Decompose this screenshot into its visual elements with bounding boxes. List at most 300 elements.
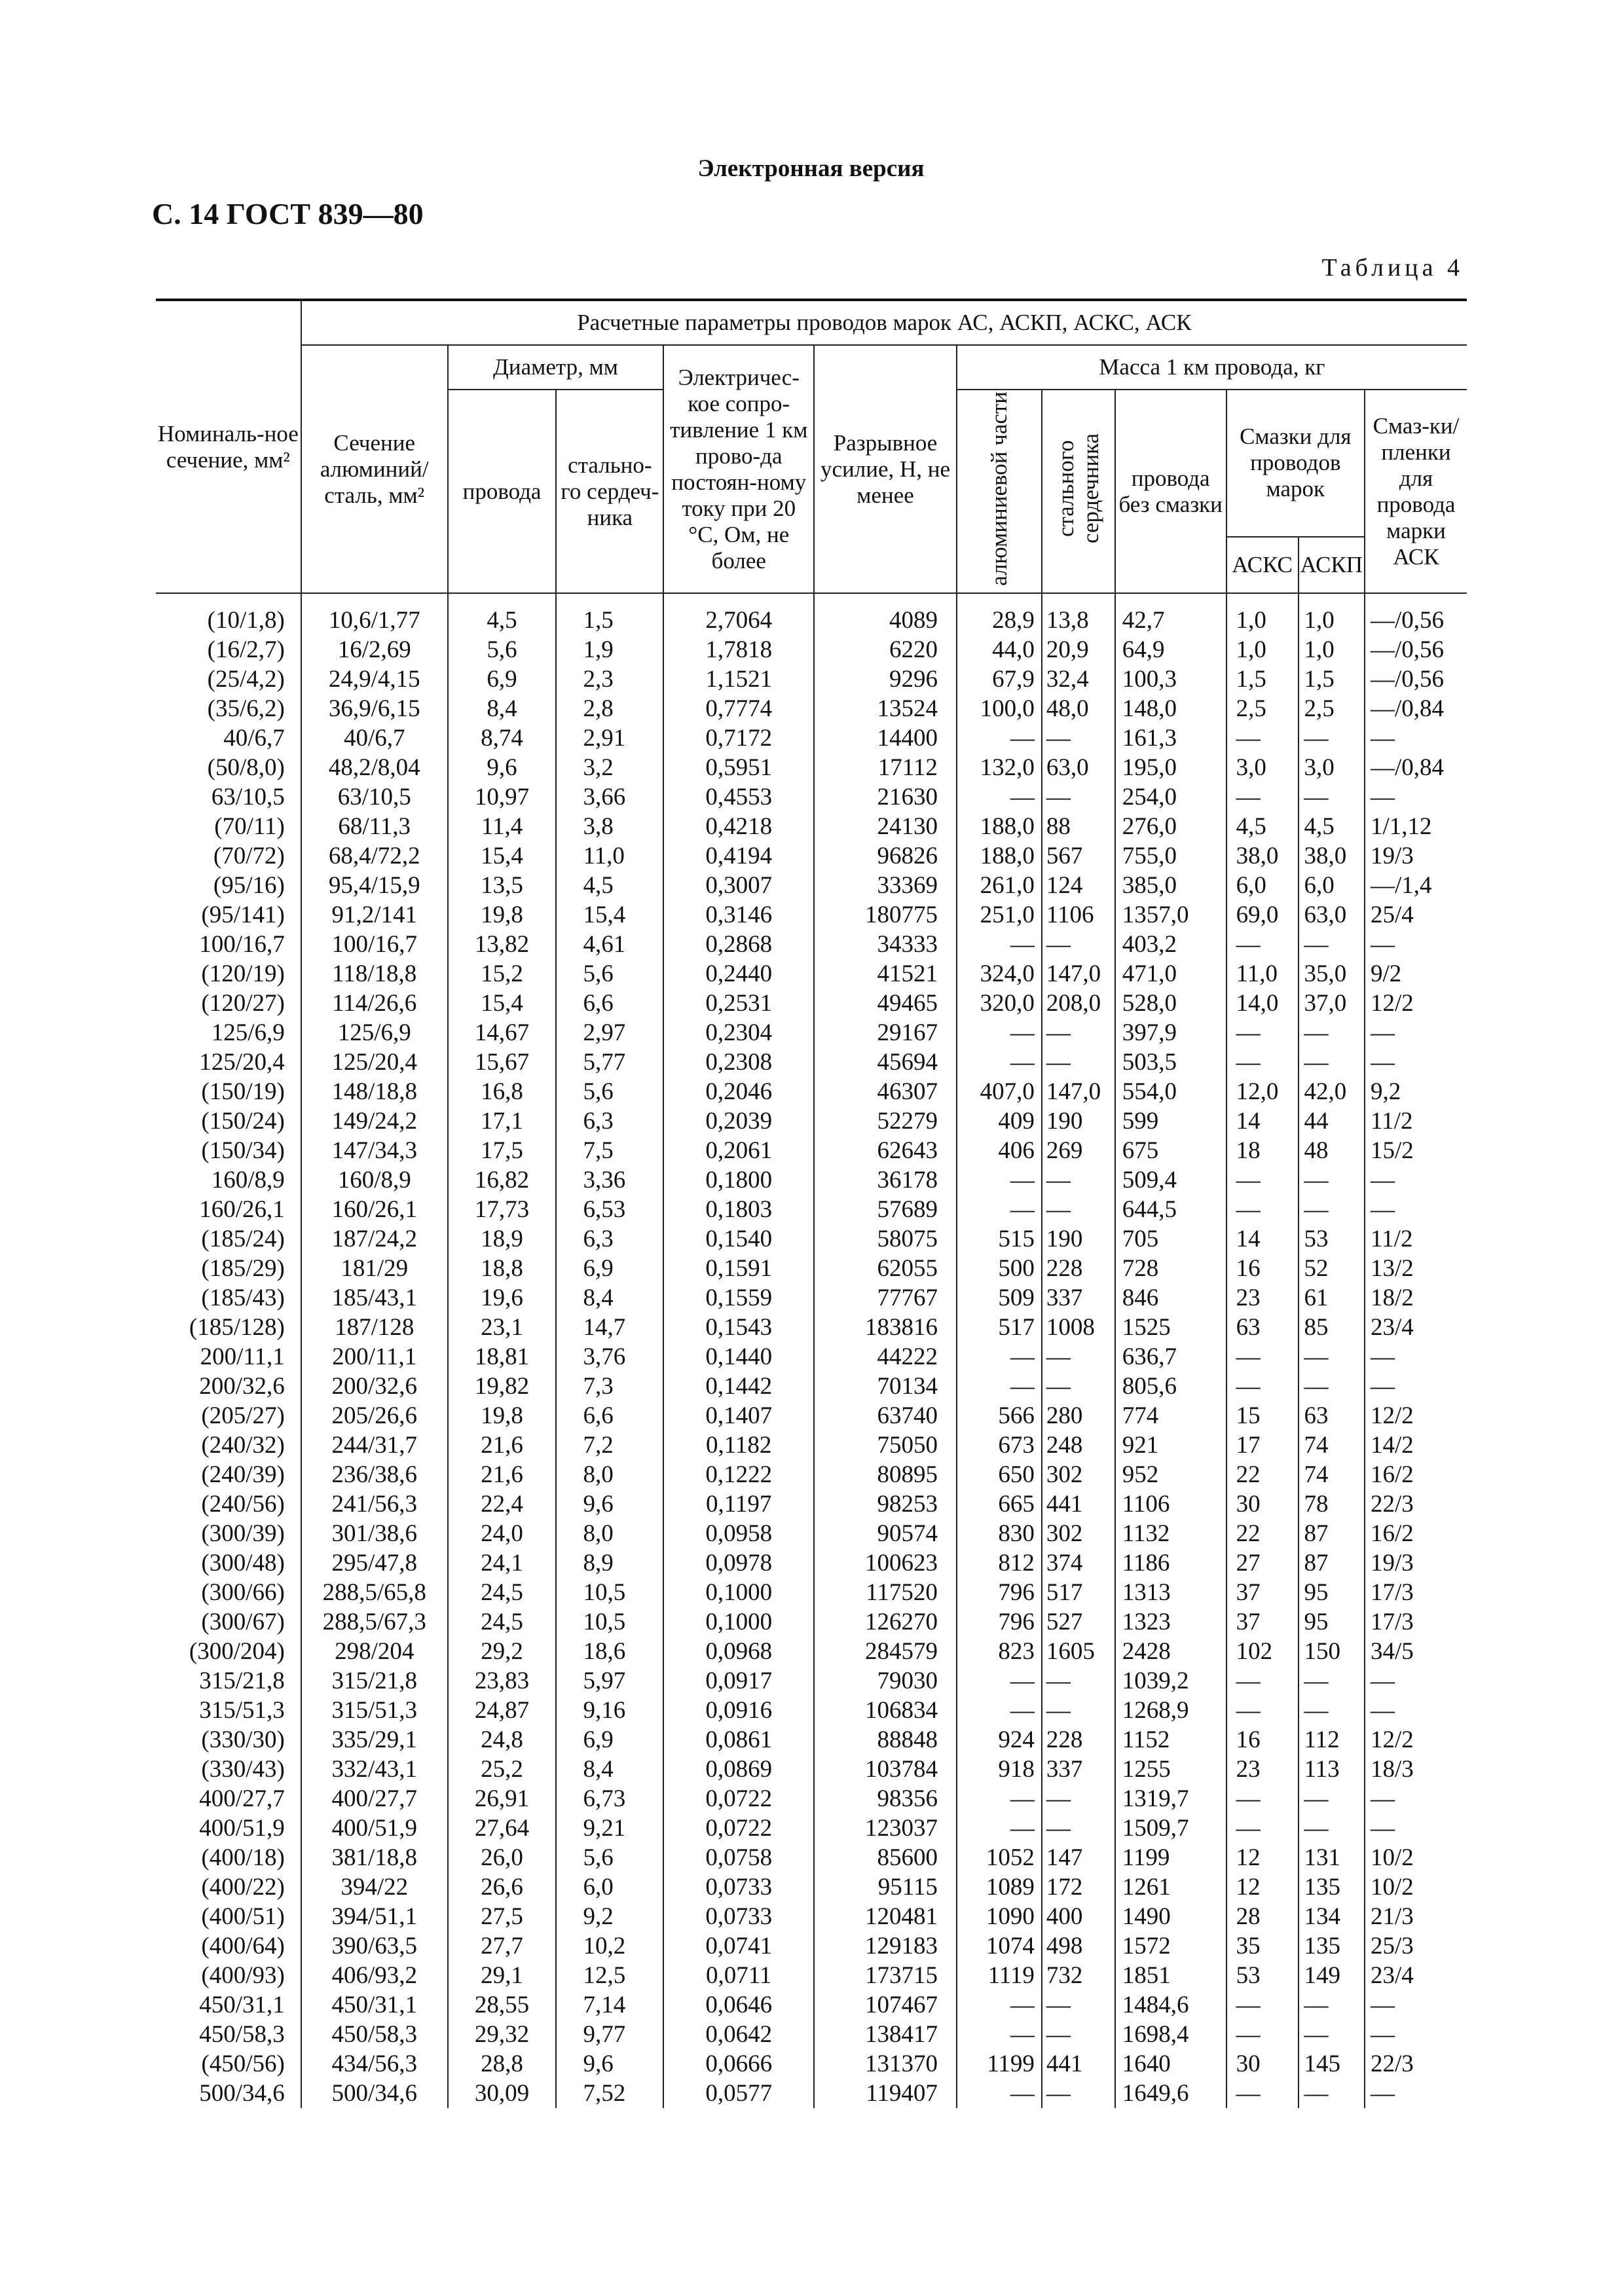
- section-cell: 24,9/4,15: [301, 665, 448, 694]
- grease-film-cell: —/0,84: [1365, 694, 1467, 723]
- section-cell: 332/43,1: [301, 1755, 448, 1784]
- section-cell: 68/11,3: [301, 812, 448, 841]
- mass-no-grease-cell: 148,0: [1115, 694, 1226, 723]
- core-diameter-cell: 9,21: [556, 1813, 663, 1843]
- core-diameter-cell: 9,16: [556, 1696, 663, 1725]
- mass-aluminium-cell: —: [957, 1666, 1042, 1696]
- grease-film-cell: 9/2: [1365, 959, 1467, 989]
- breaking-force-cell: 33369: [814, 871, 957, 900]
- section-cell: 125/6,9: [301, 1018, 448, 1048]
- nominal-section-cell: (16/2,7): [207, 636, 285, 663]
- mass-aluminium-cell: —: [957, 1165, 1042, 1195]
- grease-ackp-cell: 95: [1299, 1578, 1365, 1607]
- section-cell: 450/58,3: [301, 2020, 448, 2049]
- mass-no-grease-cell: 397,9: [1115, 1018, 1226, 1048]
- core-diameter-cell: 6,9: [556, 1725, 663, 1755]
- section-cell: 95,4/15,9: [301, 871, 448, 900]
- table-row: [156, 1578, 1467, 1607]
- nominal-section-cell: (150/24): [201, 1108, 285, 1135]
- diameter-core-header: стально-го сердеч-ника: [556, 390, 663, 593]
- table-body: [156, 593, 1467, 2108]
- section-cell: 36,9/6,15: [301, 694, 448, 723]
- grease-acks-cell: —: [1226, 2020, 1299, 2049]
- grease-ackp-cell: 38,0: [1299, 841, 1365, 871]
- grease-ackp-cell: —: [1299, 1048, 1365, 1077]
- grease-film-cell: 19/3: [1365, 1548, 1467, 1578]
- table-row: [156, 1224, 1467, 1254]
- grease-ackp-cell: —: [1299, 1165, 1365, 1195]
- mass-steel-cell: —: [1042, 1784, 1115, 1813]
- grease-film-cell: 16/2: [1365, 1519, 1467, 1548]
- mass-no-grease-cell: 1509,7: [1115, 1813, 1226, 1843]
- grease-acks-cell: 16: [1226, 1725, 1299, 1755]
- diameter-wire-header: провода: [448, 390, 557, 593]
- mass-aluminium-cell: —: [957, 2079, 1042, 2108]
- grease-ackp-cell: 6,0: [1299, 871, 1365, 900]
- breaking-force-cell: 129183: [814, 1931, 957, 1961]
- grease-acks-cell: 27: [1226, 1548, 1299, 1578]
- grease-ackp-cell: —: [1299, 1195, 1365, 1224]
- nominal-section-cell: (330/43): [201, 1756, 285, 1783]
- grease-ackp-cell: 52: [1299, 1254, 1365, 1283]
- resistance-cell: 0,4194: [663, 841, 814, 871]
- wire-diameter-cell: 29,32: [448, 2020, 557, 2049]
- mass-aluminium-cell: 320,0: [957, 989, 1042, 1018]
- core-diameter-cell: 6,6: [556, 989, 663, 1018]
- grease-ackp-cell: 4,5: [1299, 812, 1365, 841]
- grease-ackp-cell: 1,0: [1299, 635, 1365, 665]
- table-row: [156, 1696, 1467, 1725]
- grease-ackp-cell: 1,0: [1299, 593, 1365, 635]
- nominal-section-cell: 125/6,9: [211, 1019, 285, 1046]
- page-reference: С. 14 ГОСТ 839—80: [152, 197, 424, 230]
- grease-film-cell: —: [1365, 930, 1467, 959]
- section-cell: 187/24,2: [301, 1224, 448, 1254]
- grease-film-cell: 22/3: [1365, 2049, 1467, 2079]
- wire-diameter-cell: 15,2: [448, 959, 557, 989]
- mass-no-grease-cell: 1255: [1115, 1755, 1226, 1784]
- mass-steel-cell: 517: [1042, 1578, 1115, 1607]
- grease-acks-cell: 30: [1226, 1489, 1299, 1519]
- table-row: [156, 1313, 1467, 1342]
- table-row: [156, 871, 1467, 900]
- table-row: [156, 1843, 1467, 1872]
- nominal-section-header: Номиналь-ное сечение, мм²: [156, 300, 301, 593]
- nominal-section-cell: (300/67): [201, 1609, 285, 1635]
- grease-ackp-cell: 37,0: [1299, 989, 1365, 1018]
- mass-aluminium-cell: —: [957, 782, 1042, 812]
- section-cell: 288,5/65,8: [301, 1578, 448, 1607]
- grease-film-cell: 16/2: [1365, 1460, 1467, 1489]
- resistance-cell: 0,1440: [663, 1342, 814, 1372]
- section-cell: 205/26,6: [301, 1401, 448, 1430]
- grease-ackp-cell: —: [1299, 782, 1365, 812]
- mass-no-grease-cell: 1039,2: [1115, 1666, 1226, 1696]
- resistance-cell: 0,1222: [663, 1460, 814, 1489]
- resistance-cell: 0,3146: [663, 900, 814, 930]
- nominal-section-cell: (400/22): [201, 1874, 285, 1901]
- grease-ackp-cell: 87: [1299, 1519, 1365, 1548]
- mass-no-grease-cell: 805,6: [1115, 1372, 1226, 1401]
- mass-aluminium-cell: 324,0: [957, 959, 1042, 989]
- wire-diameter-cell: 16,8: [448, 1077, 557, 1106]
- core-diameter-cell: 3,2: [556, 753, 663, 782]
- grease-film-cell: 12/2: [1365, 989, 1467, 1018]
- grease-acks-cell: —: [1226, 1813, 1299, 1843]
- mass-steel-cell: 190: [1042, 1224, 1115, 1254]
- grease-film-cell: 11/2: [1365, 1106, 1467, 1136]
- wire-diameter-cell: 26,6: [448, 1872, 557, 1902]
- nominal-section-cell: (185/29): [201, 1255, 285, 1282]
- mass-steel-cell: 147: [1042, 1843, 1115, 1872]
- mass-no-grease-cell: 100,3: [1115, 665, 1226, 694]
- table-row: [156, 665, 1467, 694]
- mass-steel-cell: 302: [1042, 1460, 1115, 1489]
- grease-film-cell: —: [1365, 1696, 1467, 1725]
- wire-diameter-cell: 28,55: [448, 1990, 557, 2020]
- grease-ackp-cell: —: [1299, 1813, 1365, 1843]
- mass-aluminium-cell: —: [957, 1195, 1042, 1224]
- table-row: [156, 753, 1467, 782]
- grease-ackp-cell: —: [1299, 1990, 1365, 2020]
- grease-film-cell: 23/4: [1365, 1961, 1467, 1990]
- breaking-force-cell: 98253: [814, 1489, 957, 1519]
- grease-ackp-cell: 44: [1299, 1106, 1365, 1136]
- wire-diameter-cell: 24,1: [448, 1548, 557, 1578]
- mass-aluminium-cell: —: [957, 1696, 1042, 1725]
- mass-steel-cell: 337: [1042, 1283, 1115, 1313]
- core-diameter-cell: 5,6: [556, 959, 663, 989]
- grease-acks-cell: 37: [1226, 1607, 1299, 1637]
- mass-aluminium-cell: 500: [957, 1254, 1042, 1283]
- wire-diameter-cell: 24,0: [448, 1519, 557, 1548]
- mass-steel-cell: 441: [1042, 2049, 1115, 2079]
- nominal-section-cell: (450/56): [201, 2050, 285, 2077]
- grease-film-cell: 17/3: [1365, 1607, 1467, 1637]
- mass-steel-label: стального сердечника: [1052, 433, 1103, 544]
- breaking-force-cell: 77767: [814, 1283, 957, 1313]
- nominal-section-cell: (35/6,2): [207, 695, 285, 722]
- mass-aluminium-cell: 665: [957, 1489, 1042, 1519]
- table-row: [156, 900, 1467, 930]
- mass-aluminium-cell: 1090: [957, 1902, 1042, 1931]
- grease-acks-cell: 12: [1226, 1872, 1299, 1902]
- wire-diameter-cell: 21,6: [448, 1460, 557, 1489]
- grease-acks-cell: 23: [1226, 1755, 1299, 1784]
- breaking-force-cell: 14400: [814, 723, 957, 753]
- grease-film-cell: 25/3: [1365, 1931, 1467, 1961]
- section-cell: 160/26,1: [301, 1195, 448, 1224]
- mass-steel-cell: —: [1042, 1813, 1115, 1843]
- section-cell: 244/31,7: [301, 1430, 448, 1460]
- core-diameter-cell: 9,77: [556, 2020, 663, 2049]
- mass-aluminium-cell: 409: [957, 1106, 1042, 1136]
- resistance-cell: 0,0968: [663, 1637, 814, 1666]
- section-cell: 394/22: [301, 1872, 448, 1902]
- wire-diameter-cell: 24,5: [448, 1607, 557, 1637]
- grease-ackp-cell: 63,0: [1299, 900, 1365, 930]
- grease-film-cell: 19/3: [1365, 841, 1467, 871]
- grease-ackp-cell: —: [1299, 1372, 1365, 1401]
- grease-ackp-cell: —: [1299, 1342, 1365, 1372]
- grease-film-cell: —: [1365, 1342, 1467, 1372]
- table-header: [156, 300, 1467, 593]
- mass-aluminium-cell: 566: [957, 1401, 1042, 1430]
- mass-aluminium-cell: —: [957, 723, 1042, 753]
- breaking-force-cell: 63740: [814, 1401, 957, 1430]
- resistance-cell: 0,0958: [663, 1519, 814, 1548]
- mass-no-grease-cell: 64,9: [1115, 635, 1226, 665]
- grease-ackp-cell: 149: [1299, 1961, 1365, 1990]
- mass-aluminium-cell: 1074: [957, 1931, 1042, 1961]
- mass-no-grease-cell: 599: [1115, 1106, 1226, 1136]
- breaking-force-cell: 45694: [814, 1048, 957, 1077]
- core-diameter-cell: 10,5: [556, 1578, 663, 1607]
- core-diameter-cell: 8,4: [556, 1283, 663, 1313]
- wire-diameter-cell: 19,6: [448, 1283, 557, 1313]
- resistance-cell: 2,7064: [663, 593, 814, 635]
- core-diameter-cell: 5,6: [556, 1077, 663, 1106]
- grease-acks-cell: 23: [1226, 1283, 1299, 1313]
- mass-no-grease-cell: 675: [1115, 1136, 1226, 1165]
- core-diameter-cell: 9,2: [556, 1902, 663, 1931]
- nominal-section-cell: (120/27): [201, 990, 285, 1017]
- nominal-section-cell: 160/26,1: [199, 1196, 285, 1223]
- nominal-section-cell: 125/20,4: [199, 1049, 285, 1076]
- core-diameter-cell: 6,0: [556, 1872, 663, 1902]
- table-row: [156, 989, 1467, 1018]
- resistance-cell: 0,1000: [663, 1607, 814, 1637]
- table-row: [156, 1430, 1467, 1460]
- section-cell: 301/38,6: [301, 1519, 448, 1548]
- mass-no-grease-cell: 636,7: [1115, 1342, 1226, 1372]
- mass-steel-cell: 48,0: [1042, 694, 1115, 723]
- table-row: [156, 1165, 1467, 1195]
- grease-acks-cell: 15: [1226, 1401, 1299, 1430]
- breaking-force-cell: 36178: [814, 1165, 957, 1195]
- nominal-section-cell: (400/18): [201, 1844, 285, 1871]
- wire-diameter-cell: 9,6: [448, 753, 557, 782]
- core-diameter-cell: 8,4: [556, 1755, 663, 1784]
- table-row: [156, 1342, 1467, 1372]
- mass-steel-cell: 1106: [1042, 900, 1115, 930]
- grease-ackp-cell: 74: [1299, 1460, 1365, 1489]
- grease-acks-cell: 35: [1226, 1931, 1299, 1961]
- mass-no-grease-cell: 921: [1115, 1430, 1226, 1460]
- mass-steel-cell: —: [1042, 1342, 1115, 1372]
- mass-no-grease-cell: 1313: [1115, 1578, 1226, 1607]
- mass-aluminium-cell: 830: [957, 1519, 1042, 1548]
- table-row: [156, 1195, 1467, 1224]
- grease-film-cell: 15/2: [1365, 1136, 1467, 1165]
- grease-film-cell: 17/3: [1365, 1578, 1467, 1607]
- grease-acks-cell: 53: [1226, 1961, 1299, 1990]
- wire-diameter-cell: 29,1: [448, 1961, 557, 1990]
- grease-film-cell: —/0,84: [1365, 753, 1467, 782]
- mass-steel-cell: 147,0: [1042, 959, 1115, 989]
- grease-ackp-cell: 135: [1299, 1931, 1365, 1961]
- wire-diameter-cell: 13,82: [448, 930, 557, 959]
- resistance-cell: 0,0916: [663, 1696, 814, 1725]
- grease-film-cell: 1/1,12: [1365, 812, 1467, 841]
- mass-no-grease-cell: 1357,0: [1115, 900, 1226, 930]
- core-diameter-cell: 8,0: [556, 1460, 663, 1489]
- core-diameter-cell: 5,77: [556, 1048, 663, 1077]
- section-cell: 381/18,8: [301, 1843, 448, 1872]
- wire-diameter-cell: 21,6: [448, 1430, 557, 1460]
- table-row: [156, 2079, 1467, 2108]
- wire-diameter-cell: 27,5: [448, 1902, 557, 1931]
- mass-no-grease-cell: 728: [1115, 1254, 1226, 1283]
- breaking-force-cell: 119407: [814, 2079, 957, 2108]
- breaking-force-cell: 70134: [814, 1372, 957, 1401]
- resistance-cell: 0,0722: [663, 1813, 814, 1843]
- table-row: [156, 1725, 1467, 1755]
- section-cell: 450/31,1: [301, 1990, 448, 2020]
- nominal-section-cell: (25/4,2): [207, 666, 285, 693]
- breaking-force-cell: 180775: [814, 900, 957, 930]
- wire-diameter-cell: 24,8: [448, 1725, 557, 1755]
- table-row: [156, 2020, 1467, 2049]
- section-cell: 68,4/72,2: [301, 841, 448, 871]
- section-cell: 16/2,69: [301, 635, 448, 665]
- mass-no-grease-cell: 1640: [1115, 2049, 1226, 2079]
- table-row: [156, 812, 1467, 841]
- grease-ackp-cell: 48: [1299, 1136, 1365, 1165]
- breaking-force-cell: 75050: [814, 1430, 957, 1460]
- core-diameter-cell: 4,5: [556, 871, 663, 900]
- grease-ackp-cell: —: [1299, 723, 1365, 753]
- resistance-cell: 0,1442: [663, 1372, 814, 1401]
- section-cell: 10,6/1,77: [301, 593, 448, 635]
- breaking-force-cell: 126270: [814, 1607, 957, 1637]
- grease-acks-cell: —: [1226, 1372, 1299, 1401]
- section-cell: 148/18,8: [301, 1077, 448, 1106]
- core-diameter-cell: 3,66: [556, 782, 663, 812]
- core-diameter-cell: 3,8: [556, 812, 663, 841]
- diameter-header: Диаметр, мм: [448, 345, 664, 390]
- grease-acks-cell: 18: [1226, 1136, 1299, 1165]
- grease-acks-cell: —: [1226, 1195, 1299, 1224]
- resistance-cell: 0,1591: [663, 1254, 814, 1283]
- mass-steel-cell: —: [1042, 2020, 1115, 2049]
- wire-diameter-cell: 8,4: [448, 694, 557, 723]
- resistance-cell: 1,1521: [663, 665, 814, 694]
- resistance-cell: 0,2868: [663, 930, 814, 959]
- mass-aluminium-cell: —: [957, 1018, 1042, 1048]
- wire-diameter-cell: 4,5: [448, 593, 557, 635]
- nominal-section-cell: (330/30): [201, 1726, 285, 1753]
- breaking-force-cell: 44222: [814, 1342, 957, 1372]
- grease-acks-cell: —: [1226, 1342, 1299, 1372]
- mass-steel-cell: —: [1042, 1696, 1115, 1725]
- grease-ackp-cell: —: [1299, 1666, 1365, 1696]
- mass-steel-cell: —: [1042, 1666, 1115, 1696]
- breaking-force-cell: 120481: [814, 1902, 957, 1931]
- nominal-section-cell: (300/48): [201, 1550, 285, 1576]
- resistance-cell: 0,1559: [663, 1283, 814, 1313]
- mass-no-grease-cell: 774: [1115, 1401, 1226, 1430]
- grease-film-cell: —: [1365, 723, 1467, 753]
- resistance-cell: 0,1407: [663, 1401, 814, 1430]
- nominal-section-cell: 315/51,3: [199, 1697, 285, 1724]
- grease-ackp-cell: 134: [1299, 1902, 1365, 1931]
- resistance-cell: 0,2046: [663, 1077, 814, 1106]
- core-diameter-cell: 7,5: [556, 1136, 663, 1165]
- grease-acks-cell: —: [1226, 2079, 1299, 2108]
- breaking-force-cell: 49465: [814, 989, 957, 1018]
- grease-film-cell: 23/4: [1365, 1313, 1467, 1342]
- mass-steel-cell: —: [1042, 1018, 1115, 1048]
- grease-film-cell: —/0,56: [1365, 593, 1467, 635]
- grease-acks-cell: 38,0: [1226, 841, 1299, 871]
- table-row: [156, 1548, 1467, 1578]
- mass-steel-cell: 248: [1042, 1430, 1115, 1460]
- mass-aluminium-cell: 261,0: [957, 871, 1042, 900]
- grease-film-cell: —/0,56: [1365, 635, 1467, 665]
- core-diameter-cell: 6,3: [556, 1106, 663, 1136]
- breaking-force-cell: 98356: [814, 1784, 957, 1813]
- grease-film-cell: —: [1365, 1048, 1467, 1077]
- breaking-force-cell: 13524: [814, 694, 957, 723]
- breaking-force-cell: 29167: [814, 1018, 957, 1048]
- mass-no-grease-cell: 1572: [1115, 1931, 1226, 1961]
- resistance-cell: 0,1197: [663, 1489, 814, 1519]
- nominal-section-cell: (400/93): [201, 1962, 285, 1989]
- breaking-force-cell: 85600: [814, 1843, 957, 1872]
- table-row: [156, 723, 1467, 753]
- resistance-cell: 0,2531: [663, 989, 814, 1018]
- breaking-force-cell: 173715: [814, 1961, 957, 1990]
- wire-diameter-cell: 18,8: [448, 1254, 557, 1283]
- mass-aluminium-cell: 796: [957, 1578, 1042, 1607]
- mass-no-grease-cell: 403,2: [1115, 930, 1226, 959]
- resistance-cell: 0,1000: [663, 1578, 814, 1607]
- grease-acks-cell: 2,5: [1226, 694, 1299, 723]
- core-diameter-cell: 11,0: [556, 841, 663, 871]
- table-row: [156, 1018, 1467, 1048]
- table-row: [156, 694, 1467, 723]
- grease-film-cell: 34/5: [1365, 1637, 1467, 1666]
- grease-ackp-cell: 3,0: [1299, 753, 1365, 782]
- wire-diameter-cell: 8,74: [448, 723, 557, 753]
- grease-film-cell: —: [1365, 1195, 1467, 1224]
- grease-acks-header: АСКС: [1226, 537, 1299, 593]
- mass-steel-cell: —: [1042, 1990, 1115, 2020]
- breaking-force-cell: 107467: [814, 1990, 957, 2020]
- resistance-cell: 0,0577: [663, 2079, 814, 2108]
- mass-no-grease-cell: 509,4: [1115, 1165, 1226, 1195]
- mass-aluminium-cell: 1089: [957, 1872, 1042, 1902]
- wire-diameter-cell: 17,5: [448, 1136, 557, 1165]
- table-row: [156, 1077, 1467, 1106]
- resistance-cell: 0,2440: [663, 959, 814, 989]
- core-diameter-cell: 7,3: [556, 1372, 663, 1401]
- mass-no-grease-cell: 1186: [1115, 1548, 1226, 1578]
- core-diameter-cell: 6,73: [556, 1784, 663, 1813]
- breaking-force-cell: 41521: [814, 959, 957, 989]
- resistance-cell: 0,1540: [663, 1224, 814, 1254]
- table-row: [156, 841, 1467, 871]
- grease-ackp-cell: 42,0: [1299, 1077, 1365, 1106]
- mass-aluminium-cell: —: [957, 1813, 1042, 1843]
- table-row: [156, 959, 1467, 989]
- wire-diameter-cell: 26,91: [448, 1784, 557, 1813]
- table-row: [156, 2049, 1467, 2079]
- core-diameter-cell: 5,6: [556, 1843, 663, 1872]
- mass-steel-cell: 63,0: [1042, 753, 1115, 782]
- grease-acks-cell: 3,0: [1226, 753, 1299, 782]
